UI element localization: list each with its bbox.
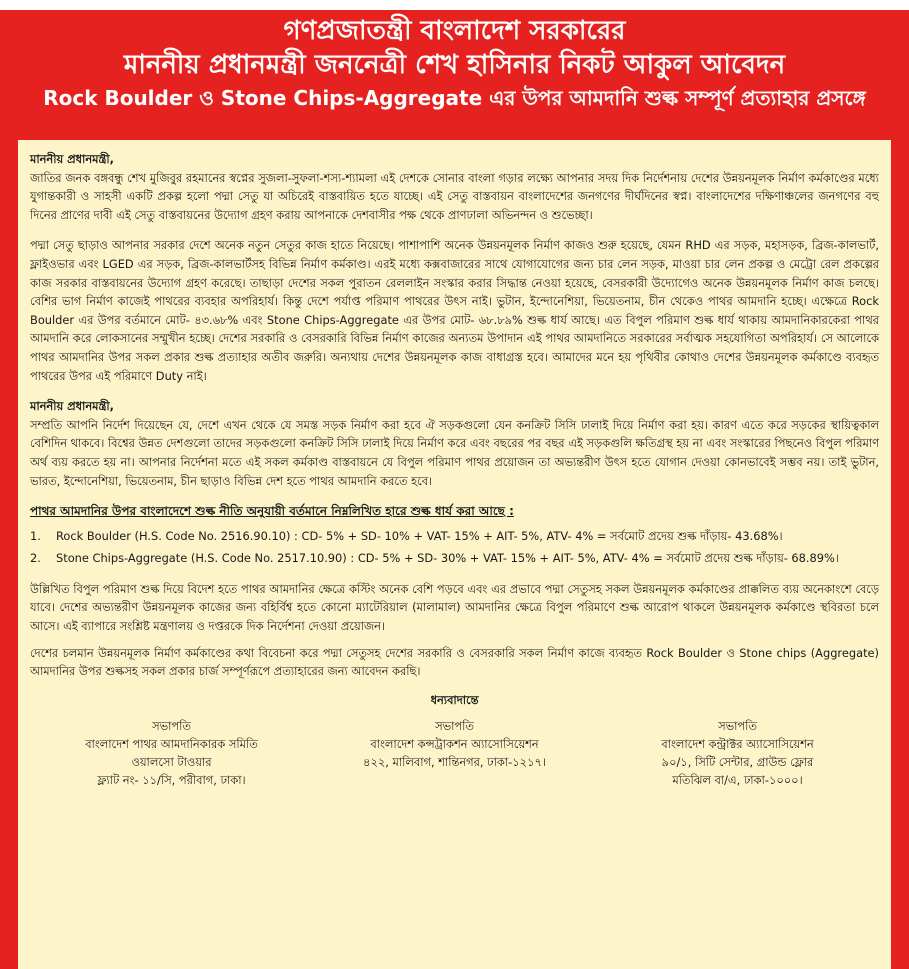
- list-item-number: 2.: [30, 551, 41, 566]
- signatory-title: সভাপতি: [435, 719, 474, 734]
- signatory-3: [596, 717, 879, 789]
- paragraph-3: সম্প্রতি আপনি নির্দেশ দিয়েছেন যে, দেশে এখন থেকে যে সমস্ত সড়ক নির্মাণ করা হবে ঐ সড়কগুলো যেন কনক্রিট সিসি ঢালাই দিয়ে নির্মাণ করা হয়। কারণ এতে করে সড়কের স্থায়িত্বকাল বেশিদিন থাকবে। বিশ্বের উন্নত দেশগুলো তাদের সড়কগুলো কনক্রিট সিসি ঢালাই দিয়ে নির্মাণ করে এবং বছরের পর বছর এই সড়কগুলি ক্ষতিগ্রস্থ হয় না এবং সংস্কারের পিছনেও বিপুল পরিমাণ অর্থ ব্যয় করতে হয় না। আপনার নির্দেশনা মতে এই সকল কর্মকাণ্ড বাস্তবায়নে যে বিপুল পরিমাণ পাথর প্রয়োজন তা অভ্যন্তরীণ উৎস হতে যোগান দেওয়া কোনভাবেই সম্ভব নয়। তাই ভুটান, ভারত, ইন্দোনেশিয়া, ভিয়েতনাম, চীন ছাড়াও বিভিন্ন দেশ হতে পাথর আমদানি করতে হবে।: [30, 417, 879, 488]
- list-item: [30, 527, 879, 546]
- signatory-org: বাংলাদেশ কন্সট্রাকশন অ্যাসোসিয়েশন: [370, 737, 539, 752]
- paragraph-4: উল্লিখিত বিপুল পরিমাণ শুল্ক দিয়ে বিদেশ হতে পাথর আমদানির ক্ষেত্রে কস্টিং অনেক বেশি পড়বে এবং এর প্রভাবে পদ্মা সেতুসহ সকল উন্নয়নমূলক কর্মকাণ্ডের প্রাক্কলিত ব্যয় অনেকাংশে বেড়ে যাবে। দেশের অভ্যন্তরীণ উন্নয়নমূলক কাজের জন্য বহির্বিশ্ব হতে কোনো ম্যাটেরিয়াল (মালামাল) আমদানির ক্ষেত্রে বিপুল পরিমাণে শুল্ক আরোপ থাকলে উন্নয়নমূলক কর্মকাণ্ডে স্থবিরতা চলে আসে। এই ব্যাপারে সংশ্লিষ্ট মন্ত্রণালয় ও দপ্তরকে দিক নির্দেশনা দেওয়া প্রয়োজন।: [30, 581, 879, 634]
- paragraph-1: জাতির জনক বঙ্গবন্ধু শেখ মুজিবুর রহমানের স্বপ্নের সুজলা-সুফলা-শস্য-শ্যামলা এই দেশকে সোনার বাংলা গড়ার লক্ষ্যে আপনার সদয় দিক নির্দেশনায় দেশের উন্নয়নমূলক নির্মাণ কর্মকাণ্ডের মধ্যে যুগান্তকারী ও সাহসী একটি প্রকল্প হলো পদ্মা সেতু যা অচিরেই বাস্তবায়িত হতে যাচ্ছে। এই সেতু বাস্তবায়ন বাংলাদেশের জনগণের দীর্ঘদিনের স্বপ্ন। বাংলাদেশের দক্ষিণাঞ্চলের জনগণের বহু দিনের প্রাণের দাবী এই সেতু বাস্তবায়নের উদ্যোগ গ্রহণ করায় আপনাকে দেশবাসীর পক্ষ থেকে প্রাণঢালা অভিনন্দন ও শুভেচ্ছা।: [30, 170, 879, 222]
- paragraph-5: দেশের চলমান উন্নয়নমূলক নির্মাণ কর্মকাণ্ডের কথা বিবেচনা করে পদ্মা সেতুসহ দেশের সরকারি ও বেসরকারি সকল নির্মাণ কাজে ব্যবহৃত Rock Boulder ও Stone chips (Aggregate) আমদানির উপর শুল্কসহ সকল প্রকার চার্জ সম্পূর্ণরূপে প্রত্যাহারের জন্য আবেদন করছি।: [30, 645, 879, 679]
- salutation-1: মাননীয় প্রধানমন্ত্রী,: [30, 152, 114, 166]
- signatory-address-1: ৯০/১, সিটি সেন্টার, গ্রাউন্ড ফ্লোর: [661, 755, 814, 770]
- paragraph-2: পদ্মা সেতু ছাড়াও আপনার সরকার দেশে অনেক নতুন সেতুর কাজ হাতে নিয়েছে। পাশাপাশি অনেক উন্নয়নমূলক নির্মাণ কাজও শুরু হয়েছে, যেমন RHD এর সড়ক, মহাসড়ক, ব্রিজ-কালভার্ট, ফ্লাইওভার এবং LGED এর সড়ক, ব্রিজ-কালভার্টসহ বিভিন্ন নির্মাণ কর্মকাণ্ড। এরই মধ্যে কক্সবাজারের সাথে যোগাযোগের জন্য চার লেন সড়ক, মাওয়া চার লেন প্রকল্প ও মেট্রো রেল প্রকল্পের কাজ সরকার বাস্তবায়নের উদ্যোগ গ্রহণ করেছে। তাছাড়া দেশের সকল পুরাতন রেললাইন সংস্কার করার সিদ্ধান্ত নেওয়া হয়েছে, বেসরকারী উদ্যোগেও অনেক উন্নয়নমূলক নির্মাণ কাজ চলছে। বেশির ভাগ নির্মাণ কাজেই পাথরের ব্যবহার অপরিহার্য। কিন্তু দেশে পর্যাপ্ত পরিমাণ পাথরের উৎস নাই। ভুটান, ইন্দোনেশিয়া, ভিয়েতনাম, চীন থেকেও পাথর আমদানি হচ্ছে। এক্ষেত্রে Rock Boulder এর উপর বর্তমানে মোট- ৪৩.৬৮% এবং Stone Chips-Aggregate এর উপর মোট- ৬৮.৮৯% শুল্ক ধার্য আছে। এত বিপুল পরিমাণ শুল্ক ধার্য থাকায় আমদানিকারকেরা পাথর আমদানি করে লোকসানের সম্মুখীন হচ্ছে। দেশের সরকারি ও বেসরকারি বিভিন্ন নির্মাণ কাজের অন্যতম উপাদান এই পাথর আমদানিতে সরকারের সর্বাত্মক সহযোগিতা অপরিহার্য। সে আলোকে পাথর আমদানির উপর সকল প্রকার শুল্ক প্রত্যাহার অতীব জরুরি। অন্যথায় দেশের উন্নয়নমূলক কাজ বাধাগ্রস্ত হবে। আমাদের মনে হয় পৃথিবীর কোথাও দেশের উন্নয়নমূলক কর্মকাণ্ডে ব্যবহৃত পাথরের উপর এই পরিমাণে Duty নাই।: [30, 238, 879, 383]
- salutation-2: মাননীয় প্রধানমন্ত্রী,: [30, 399, 114, 414]
- signatory-address-2: ফ্ল্যাট নং- ১১/সি, পরীবাগ, ঢাকা।: [97, 773, 246, 788]
- signatory-org: বাংলাদেশ কন্ট্রাক্টর অ্যাসোসিয়েশন: [661, 737, 814, 752]
- signatory-1: [30, 717, 313, 789]
- duty-heading: পাথর আমদানির উপর বাংলাদেশে শুল্ক নীতি অনুযায়ী বর্তমানে নিম্নলিখিত হারে শুল্ক ধার্য করা আছে :: [30, 504, 514, 519]
- signatory-address-1: ৪২২, মালিবাগ, শান্তিনগর, ঢাকা-১২১৭।: [363, 755, 546, 770]
- signatory-title: সভাপতি: [718, 719, 757, 734]
- header-line-1: গণপ্রজাতন্ত্রী বাংলাদেশ সরকারের: [283, 16, 626, 46]
- signatory-org: বাংলাদেশ পাথর আমদানিকারক সমিতি: [85, 737, 258, 752]
- closing-thanks: ধন্যবাদান্তে: [430, 692, 479, 707]
- signatories: [30, 717, 879, 789]
- letter-panel: [18, 140, 891, 969]
- signatory-address-2: মতিঝিল বা/এ, ঢাকা-১০০০।: [672, 773, 803, 788]
- header-line-2: মাননীয় প্রধানমন্ত্রী জননেত্রী শেখ হাসিনার নিকট আকুল আবেদন: [123, 50, 786, 80]
- top-strip: [0, 0, 909, 10]
- duty-list: [30, 527, 879, 568]
- list-item-number: 1.: [30, 528, 41, 543]
- signatory-address-1: ওয়ালসো টাওয়ার: [131, 755, 212, 770]
- list-item: [30, 549, 879, 568]
- header-line-3: Rock Boulder ও Stone Chips-Aggregate এর উপর আমদানি শুল্ক সম্পূর্ণ প্রত্যাহার প্রসঙ্গে: [43, 86, 866, 110]
- signatory-title: সভাপতি: [152, 719, 191, 734]
- list-item-text: Stone Chips-Aggregate (H.S. Code No. 2517.10.90) : CD- 5% + SD- 30% + VAT- 15% + AIT- 5%, ATV- 4% = সর্বমোট প্রদেয় শুল্ক দাঁড়ায়- 68.89%।: [56, 551, 839, 566]
- list-item-text: Rock Boulder (H.S. Code No. 2516.90.10) : CD- 5% + SD- 10% + VAT- 15% + AIT- 5%, ATV- 4% = সর্বমোট প্রদেয় শুল্ক দাঁড়ায়- 43.68%।: [56, 528, 783, 543]
- header: [0, 14, 909, 112]
- signatory-2: [313, 717, 596, 789]
